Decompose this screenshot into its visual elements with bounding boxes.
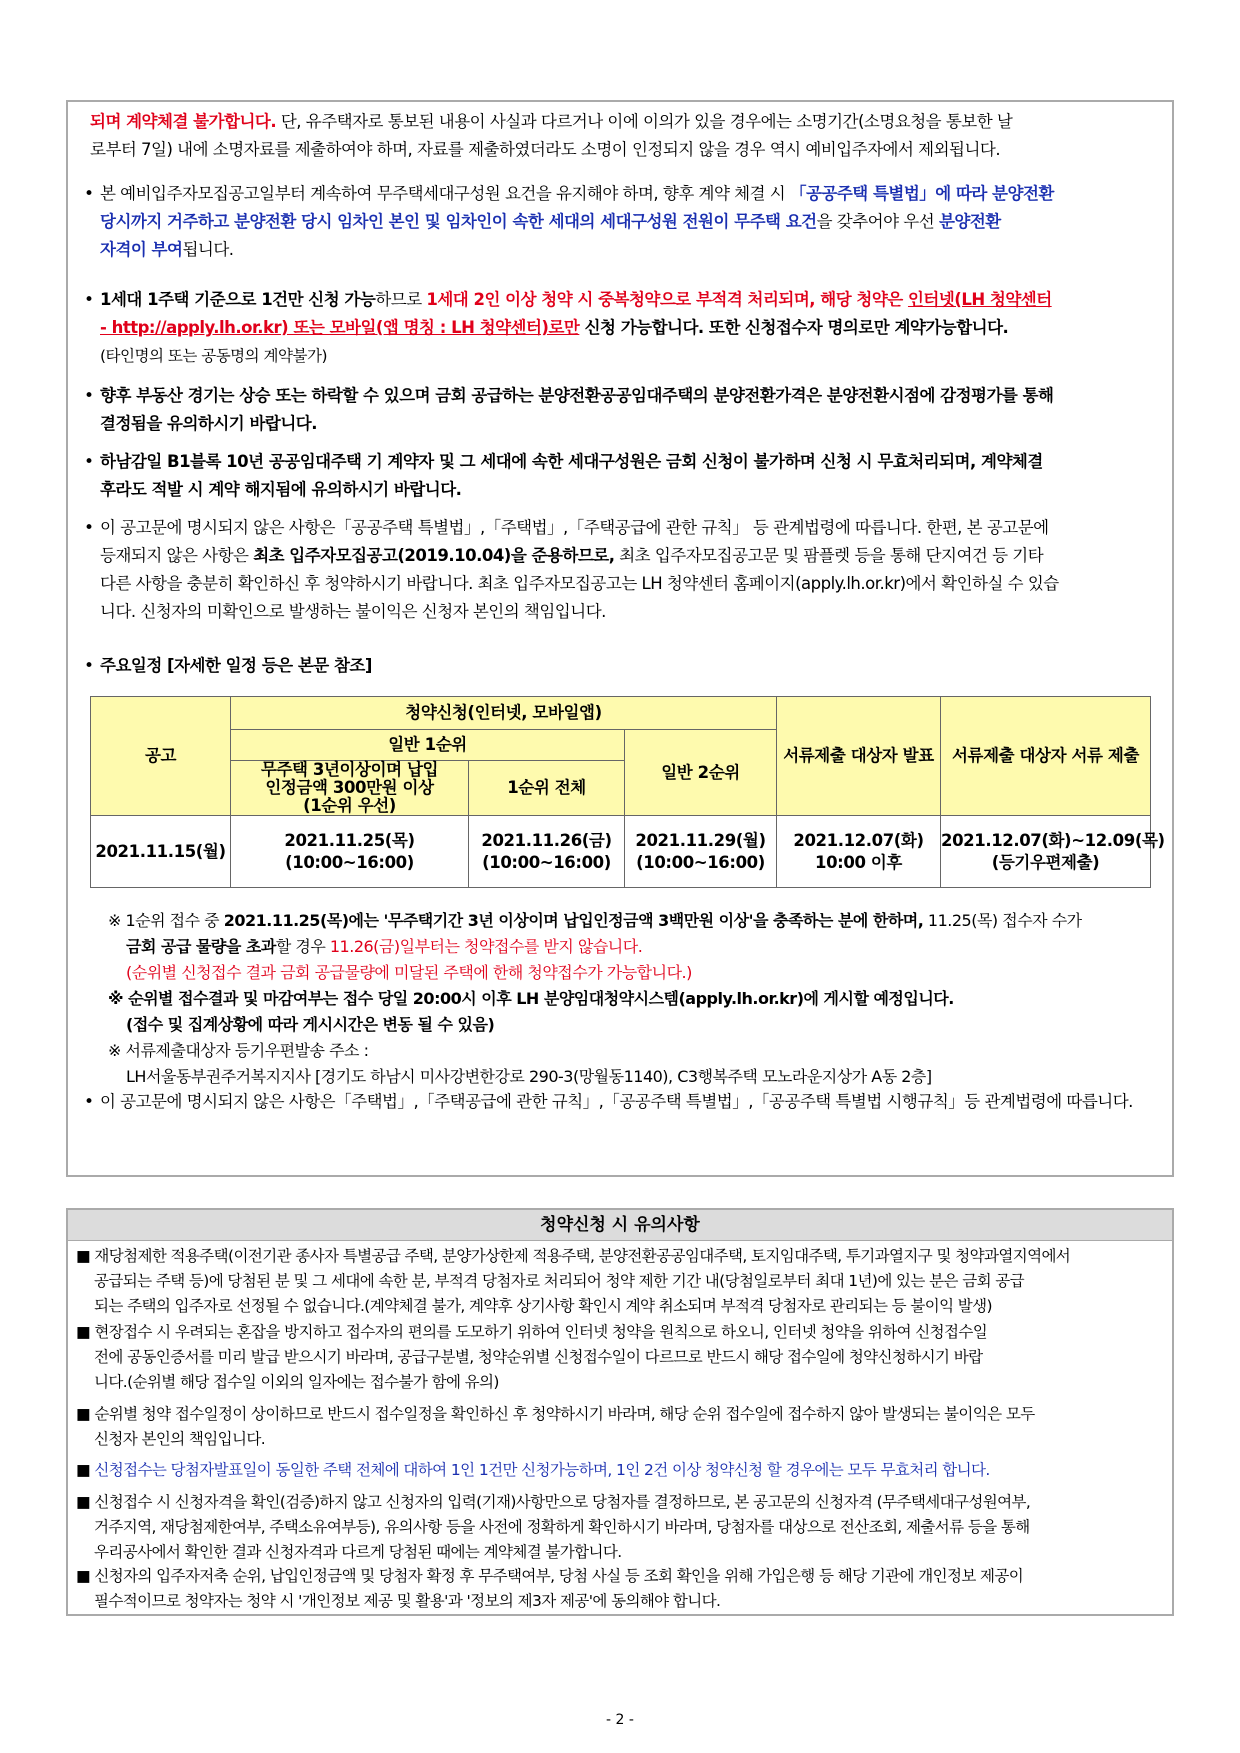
caution-item: ■ 신청접수는 당첨자발표일이 동일한 주택 전체에 대하여 1인 1건만 신청가능하며, 1인 2건 이상 청약신청 할 경우에는 모두 무효처리 합니다. [76, 1458, 990, 1483]
paragraph-existing-contract: 하남감일 B1블록 10년 공공임대주택 기 계약자 및 그 세대에 속한 세대구성원은 금회 신청이 불가하며 신청 시 무효처리되며, 계약체결 후라도 적발 시 계약 해지됨에 유의하시기 바랍니다. [100, 452, 1043, 499]
header-general-1: 일반 1순위 [231, 730, 625, 761]
cell-notice-date: 2021.11.15(월) [91, 816, 231, 888]
bullet: • [84, 386, 95, 406]
caution-box [66, 1208, 1174, 1616]
header-priority-all: 1순위 전체 [469, 761, 625, 816]
paragraph-one-application: 1세대 1주택 기준으로 1건만 신청 가능하므로 1세대 2인 이상 청약 시 중복청약으로 부적격 처리되며, 해당 청약은 인터넷(LH 청약센터 - http://apply.lh.or.kr) 또는 모바일(앱 명칭 : LH 청약센터)로만 신청 가능합니다. 또한 신청접수자 명의로만 계약가능합니다. (타인명의 또는 공동명의 계약불가) [100, 290, 1052, 365]
page-number: - 2 - [606, 1712, 634, 1728]
bullet: • [84, 452, 95, 472]
caution-title: 청약신청 시 유의사항 [68, 1210, 1172, 1241]
bullet: • [84, 1092, 95, 1112]
bullet: • [84, 656, 95, 676]
header-priority-first: 무주택 3년이상이며 납입인정금액 300만원 이상 (1순위 우선) [231, 761, 469, 816]
caution-item: ■ 재당첨제한 적용주택(이전기관 종사자 특별공급 주택, 분양가상한제 적용주택, 분양전환공공임대주택, 토지임대주택, 투기과열지구 및 청약과열지역에서 공급되는 주택 등)에 당첨된 분 및 그 세대에 속한 분, 부적격 당첨자로 처리되어 청약 제한 기간 내(당첨일로부터 최대 1년)에 있는 분은 금회 공급 되는 주택의 입주자로 선정될 수 없습니다.(계약체결 불가, 계약후 상기사항 확인시 계약 취소되며 부적격 당첨자로 관리되는 등 불이익 발생) [76, 1244, 1070, 1319]
caution-item: ■ 신청자의 입주자저축 순위, 납입인정금액 및 당첨자 확정 후 무주택여부, 당첨 사실 등 조회 확인을 위해 가입은행 등 해당 기관에 개인정보 제공이 필수적이므로 청약자는 청약 시 '개인정보 제공 및 활용'과 '정보의 제3자 제공'에 동의해야 합니다. [76, 1564, 1023, 1614]
cell-doc-submit: 2021.12.07(화)~12.09(목) (등기우편제출) [941, 816, 1151, 888]
header-notice: 공고 [91, 697, 231, 816]
header-doc-submit: 서류제출 대상자 서류 제출 [941, 697, 1151, 816]
caution-item: ■ 현장접수 시 우려되는 혼잡을 방지하고 접수자의 편의를 도모하기 위하여 인터넷 청약을 원칙으로 하오니, 인터넷 청약을 위하여 신청접수일 전에 공동인증서를 미리 발급 받으시기 바라며, 공급구분별, 청약순위별 신청접수일이 다르므로 반드시 해당 접수일에 청약신청하시기 바랍 니다.(순위별 해당 접수일 이외의 일자에는 접수불가 함에 유의) [76, 1320, 987, 1395]
paragraph-related-laws: 이 공고문에 명시되지 않은 사항은「주택법」,「주택공급에 관한 규칙」,「공공주택 특별법」,「공공주택 특별법 시행규칙」등 관계법령에 따릅니다. [100, 1092, 1133, 1111]
paragraph-verification: 되며 계약체결 불가합니다. 단, 유주택자로 통보된 내용이 사실과 다르거나 이에 이의가 있을 경우에는 소명기간(소명요청을 통보한 날 로부터 7일) 내에 소명자료를 제출하여야 하며, 자료를 제출하였더라도 소명이 인정되지 않을 경우 역시 예비입주자에서 제외됩니다. [90, 112, 1013, 159]
caution-item: ■ 순위별 청약 접수일정이 상이하므로 반드시 접수일정을 확인하신 후 청약하시기 바라며, 해당 순위 접수일에 접수하지 않아 발생되는 불이익은 모두 신청자 본인의 책임입니다. [76, 1402, 1035, 1452]
square-bullet: ■ [76, 1247, 91, 1265]
square-bullet: ■ [76, 1405, 91, 1423]
paragraph-price-notice: 향후 부동산 경기는 상승 또는 하락할 수 있으며 금회 공급하는 분양전환공공임대주택의 분양전환가격은 분양전환시점에 감정평가를 통해 결정됨을 유의하시기 바랍니다. [100, 386, 1054, 433]
header-apply: 청약신청(인터넷, 모바일앱) [231, 697, 777, 730]
cell-doc-announce: 2021.12.07(화) 10:00 이후 [777, 816, 941, 888]
cell-priority-all: 2021.11.26(금) (10:00~16:00) [469, 816, 625, 888]
square-bullet: ■ [76, 1493, 91, 1511]
bullet: • [84, 184, 95, 204]
header-doc-announce: 서류제출 대상자 발표 [777, 697, 941, 816]
header-general-2: 일반 2순위 [625, 730, 777, 816]
paragraph-homeless-requirement: 본 예비입주자모집공고일부터 계속하여 무주택세대구성원 요건을 유지해야 하며, 향후 계약 체결 시 「공공주택 특별법」에 따라 분양전환 당시까지 거주하고 분양전환 당시 임차인 본인 및 임차인이 속한 세대의 세대구성원 전원이 무주택 요건을 갖추어야 우선 분양전환 자격이 부여됩니다. [100, 184, 1054, 259]
schedule-title: 주요일정 [자세한 일정 등은 본문 참조] [100, 656, 372, 675]
cell-priority-first: 2021.11.25(목) (10:00~16:00) [231, 816, 469, 888]
notice-box [66, 100, 1174, 1177]
bullet: • [84, 518, 95, 538]
cell-general-2: 2021.11.29(월) (10:00~16:00) [625, 816, 777, 888]
square-bullet: ■ [76, 1323, 91, 1341]
square-bullet: ■ [76, 1567, 91, 1585]
schedule-table [90, 696, 1165, 888]
square-bullet: ■ [76, 1461, 91, 1479]
caution-item: ■ 신청접수 시 신청자격을 확인(검증)하지 않고 신청자의 입력(기재)사항만으로 당첨자를 결정하므로, 본 공고문의 신청자격 (무주택세대구성원여부, 거주지역, 재당첨제한여부, 주택소유여부등), 유의사항 등을 사전에 정확하게 확인하시기 바라며, 당첨자를 대상으로 전산조회, 제출서류 등을 통해 우리공사에서 확인한 결과 신청자격과 다르게 당첨된 때에는 계약체결 불가합니다. [76, 1490, 1030, 1565]
bullet: • [84, 290, 95, 310]
paragraph-laws: 이 공고문에 명시되지 않은 사항은「공공주택 특별법」,「주택법」,「주택공급에 관한 규칙」 등 관계법령에 따릅니다. 한편, 본 공고문에 등재되지 않은 사항은 최초 입주자모집공고(2019.10.04)을 준용하므로, 최초 입주자모집공고문 및 팜플렛 등을 통해 단지여건 등 기타 다른 사항을 충분히 확인하신 후 청약하시기 바랍니다. 최초 입주자모집공고는 LH 청약센터 홈페이지(apply.lh.or.kr)에서 확인하실 수 있습 니다. 신청자의 미확인으로 발생하는 불이익은 신청자 본인의 책임입니다. [100, 518, 1059, 621]
schedule-notes: ※ 1순위 접수 중 2021.11.25(목)에는 '무주택기간 3년 이상이며 납입인정금액 3백만원 이상'을 충족하는 분에 한하며, 11.25(목) 접수자 수가 금회 공급 물량을 초과할 경우 11.26(금)일부터는 청약접수를 받지 않습니다. (순위별 신청접수 결과 금회 공급물량에 미달된 주택에 한해 청약접수가 가능합니다.) ※ 순위별 접수결과 및 마감여부는 접수 당일 20:00시 이후 LH 분양임대청약시스템(apply.lh.or.kr)에 게시할 예정입니다. (접수 및 집계상황에 따라 게시시간은 변동 될 수 있음) ※ 서류제출대상자 등기우편발송 주소 : LH서울동부권주거복지지사 [경기도 하남시 미사강변한강로 290-3(망월동1140), C3행복주택 모노라운지상가 A동 2층] [108, 911, 1082, 1086]
